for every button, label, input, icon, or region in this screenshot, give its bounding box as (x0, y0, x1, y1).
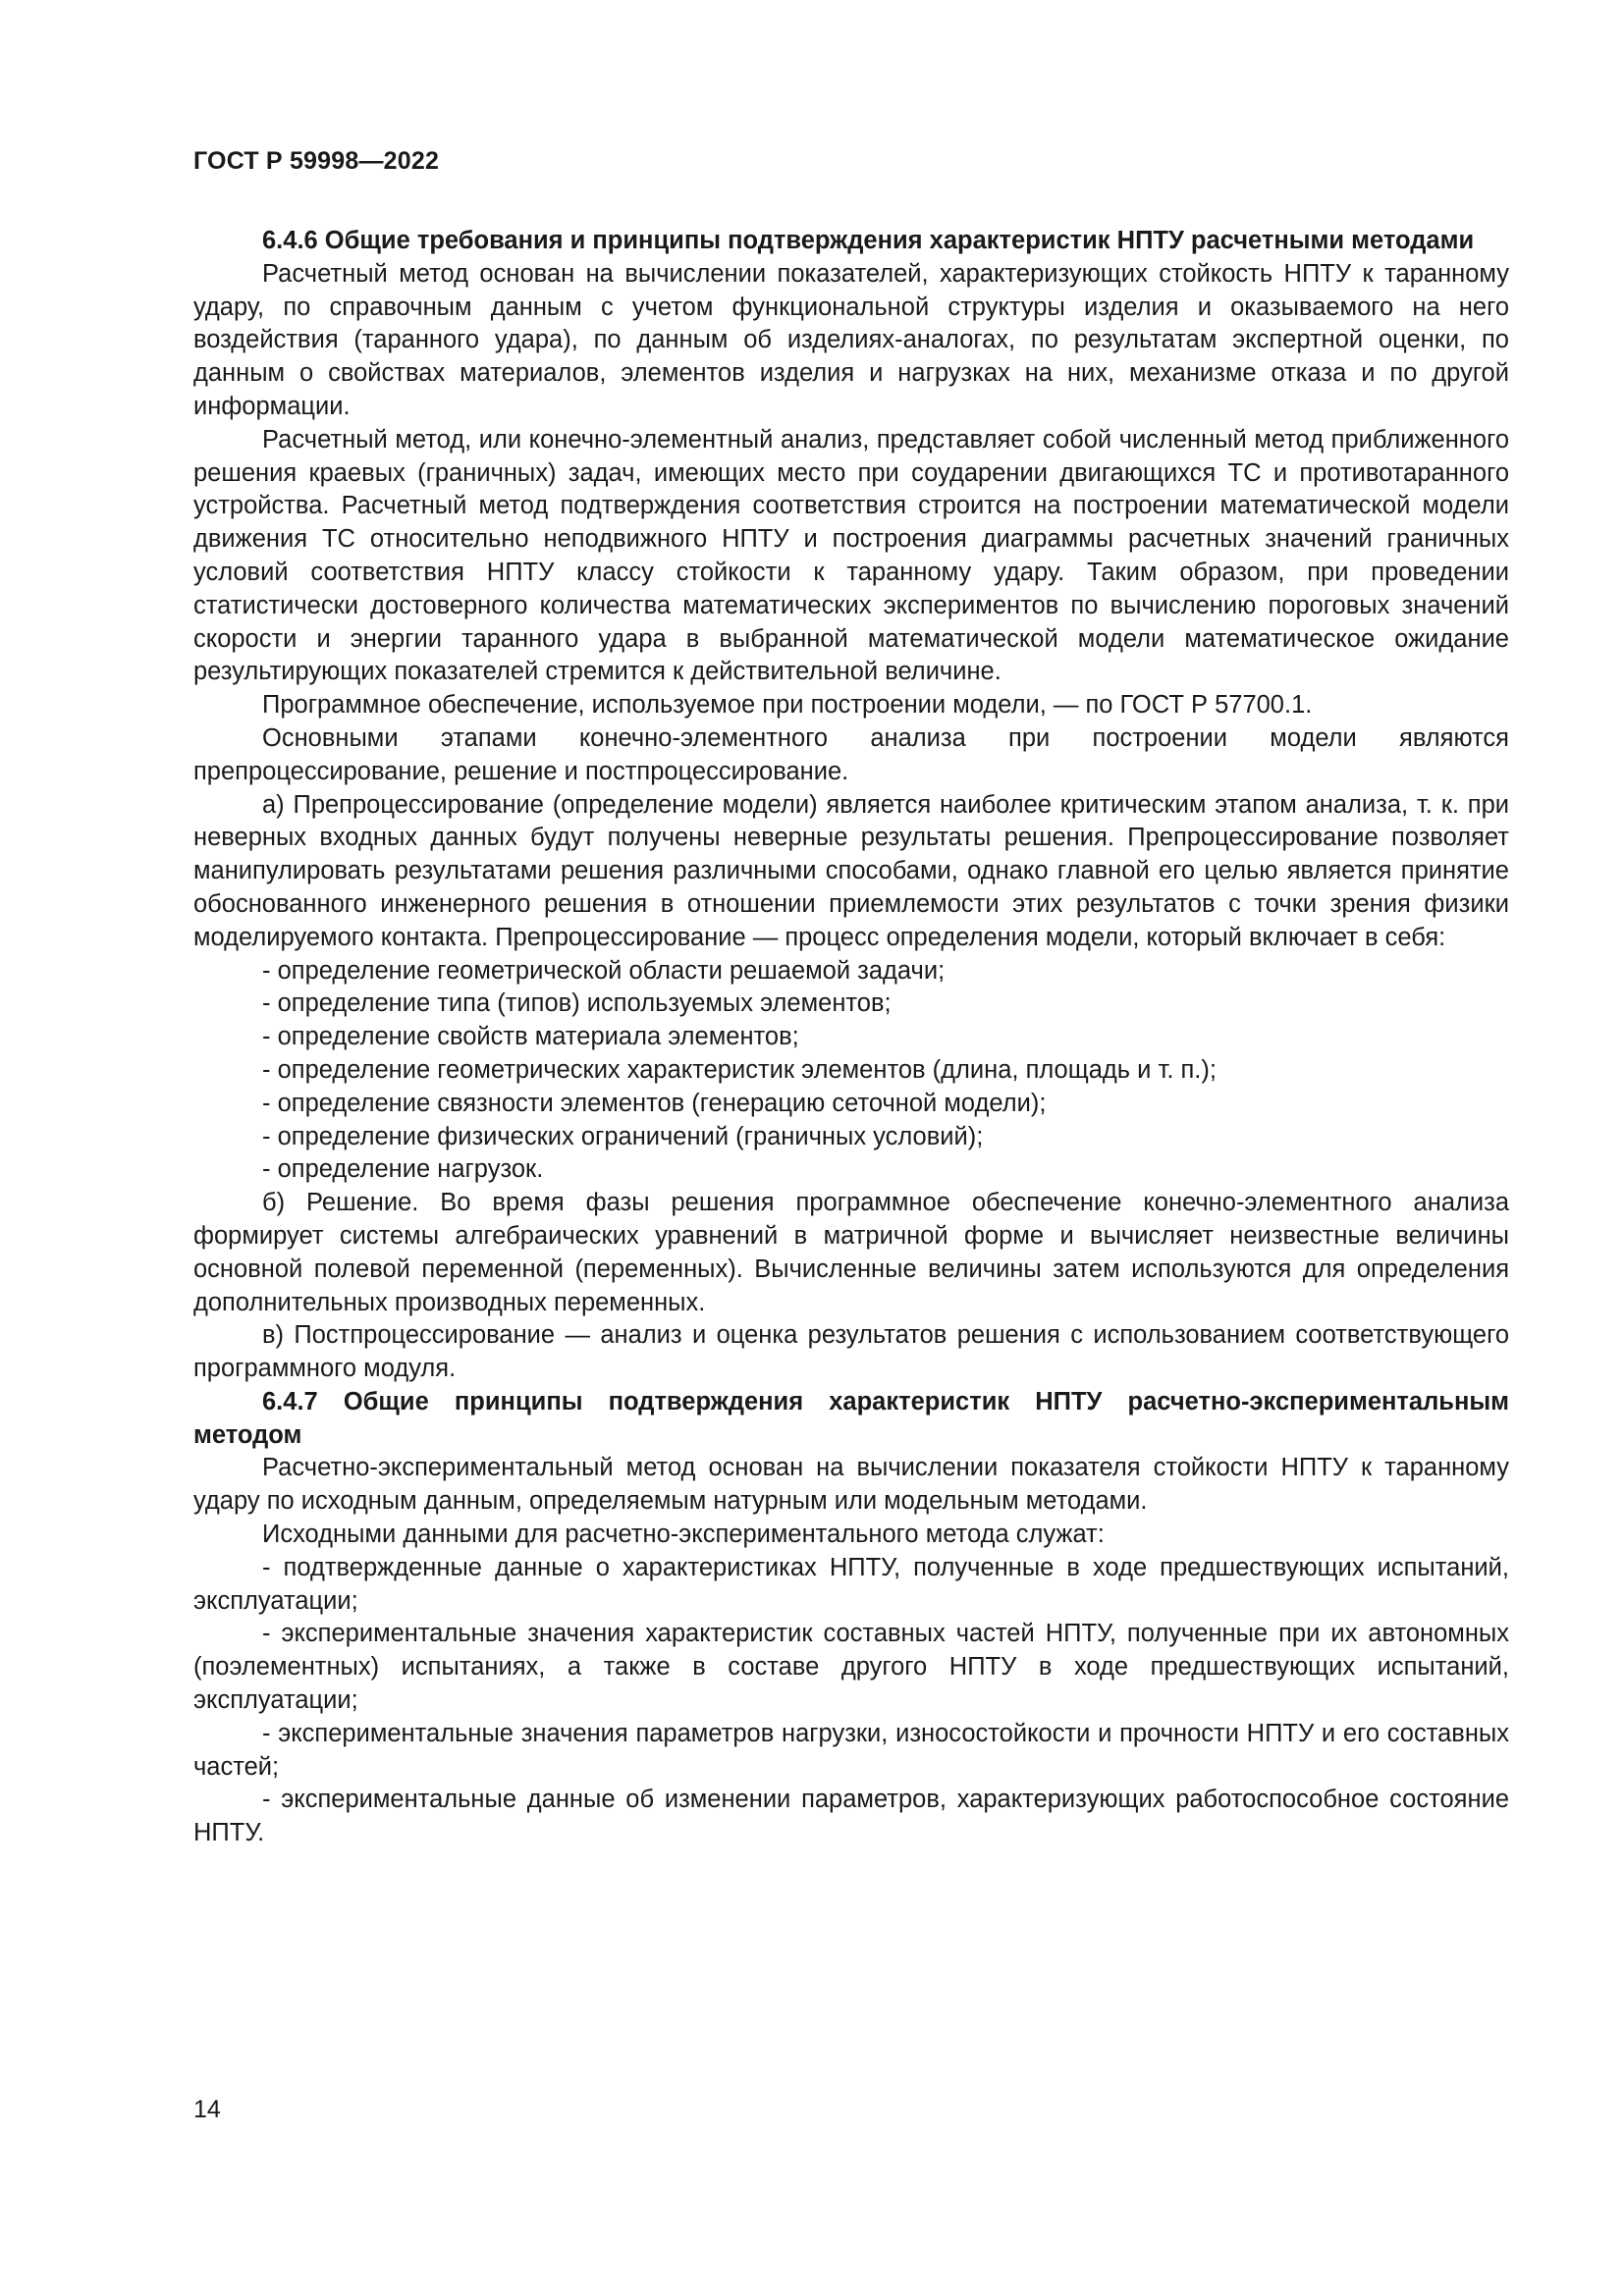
paragraph: Программное обеспечение, используемое при построении модели, — по ГОСТ Р 57700.1. (262, 691, 1313, 720)
document-body (193, 225, 1509, 1850)
list-item: - подтвержденные данные о характеристиках НПТУ, полученные в ходе предшествующих испытаний, эксплуатации; (193, 1553, 1509, 1615)
paragraph: в) Постпроцессирование — анализ и оценка результатов решения с использованием соответствующего программного модуля. (193, 1321, 1509, 1383)
page-number: 14 (193, 2096, 221, 2123)
list-item: - определение нагрузок. (262, 1155, 544, 1184)
paragraph: Основными этапами конечно-элементного анализа при построении модели являются препроцессирование, решение и постпроцессирование. (193, 723, 1509, 785)
page-header-standard: ГОСТ Р 59998—2022 (193, 147, 440, 175)
section-heading-6-4-6: 6.4.6 Общие требования и принципы подтверждения характеристик НПТУ расчетными методами (262, 227, 1475, 254)
list-item: - определение геометрических характеристик элементов (длина, площадь и т. п.); (262, 1055, 1217, 1084)
list-item: - определение свойств материала элементов; (262, 1023, 799, 1051)
paragraph: а) Препроцессирование (определение модели) является наиболее критическим этапом анализа, т. к. при неверных входных данных будут получены неверные результаты решения. Препроцессирование позволяет манипулировать результатами решения различными способами, однако главной его целью является принятие обоснованного инженерного решения в отношении приемлемости этих результатов с точки зрения физики моделируемого контакта. Препроцессирование — процесс определения модели, который включает в себя: (193, 790, 1509, 951)
paragraph: б) Решение. Во время фазы решения программное обеспечение конечно-элементного анализа формирует системы алгебраических уравнений в матричной форме и вычисляет неизвестные величины основной полевой переменной (переменных). Вычисленные величины затем используются для определения дополнительных производных переменных. (193, 1189, 1509, 1316)
list-item: - экспериментальные значения характеристик составных частей НПТУ, полученные при их автономных (поэлементных) испытаниях, а также в составе другого НПТУ в ходе предшествующих испытаний, эксплуатации; (193, 1620, 1509, 1715)
list-item: - определение типа (типов) используемых элементов; (262, 989, 892, 1018)
list-item: - экспериментальные данные об изменении параметров, характеризующих работоспособное состояние НПТУ. (193, 1786, 1509, 1847)
section-heading-6-4-7: 6.4.7 Общие принципы подтверждения характеристик НПТУ расчетно-экспериментальным методом (193, 1387, 1509, 1449)
list-item: - определение физических ограничений (граничных условий); (262, 1122, 984, 1150)
list-item: - определение связности элементов (генерацию сеточной модели); (262, 1089, 1047, 1117)
list-item: - определение геометрической области решаемой задачи; (262, 956, 946, 985)
paragraph: Расчетный метод, или конечно-элементный анализ, представляет собой численный метод приближенного решения краевых (граничных) задач, имеющих место при соударении двигающихся ТС и противотаранного устройства. Расчетный метод подтверждения соответствия строится на построении математической модели движения ТС относительно неподвижного НПТУ и построения диаграммы расчетных значений граничных условий соответствия НПТУ классу стойкости к таранному удару. Таким образом, при проведении статистически достоверного количества математических экспериментов по вычислению пороговых значений скорости и энергии таранного удара в выбранной математической модели математическое ожидание результирующих показателей стремится к действительной величине. (193, 425, 1509, 686)
list-item: - экспериментальные значения параметров нагрузки, износостойкости и прочности НПТУ и его составных частей; (193, 1719, 1509, 1781)
paragraph: Расчетно-экспериментальный метод основан на вычислении показателя стойкости НПТУ к таранному удару по исходным данным, определяемым натурным или модельным методами. (193, 1454, 1509, 1516)
paragraph: Исходными данными для расчетно-экспериментального метода служат: (262, 1521, 1105, 1549)
paragraph: Расчетный метод основан на вычислении показателей, характеризующих стойкость НПТУ к таранному удару, по справочным данным с учетом функциональной структуры изделия и оказываемого на него воздействия (таранного удара), по данным об изделиях-аналогах, по результатам экспертной оценки, по данным о свойствах материалов, элементов изделия и нагрузках на них, механизме отказа и по другой информации. (193, 259, 1509, 420)
